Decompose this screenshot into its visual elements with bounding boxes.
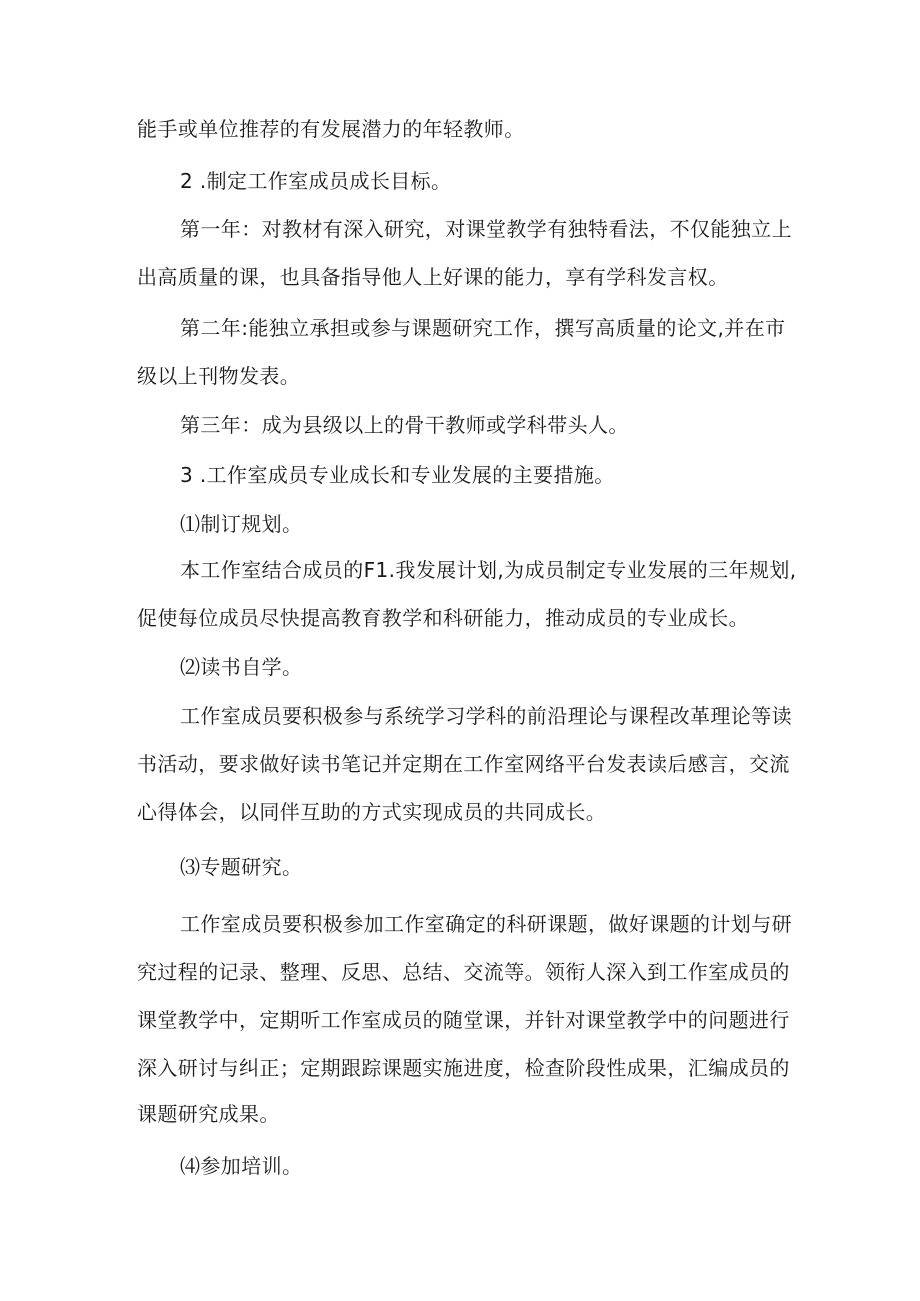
text-line: 3 .工作室成员专业成长和专业发展的主要措施。	[180, 463, 615, 487]
text-line: 课题研究成果。	[137, 1102, 280, 1126]
text-line: ⑷参加培训。	[180, 1154, 303, 1178]
text-line: 深入研讨与纠正；定期跟踪课题实施进度，检查阶段性成果，汇编成员的	[137, 1056, 790, 1080]
text-line: 第一年：对教材有深入研究，对课堂教学有独特看法，不仅能独立上	[180, 217, 792, 241]
text-line: 心得体会，以同伴互助的方式实现成员的共同成长。	[137, 800, 607, 824]
text-line: ⑴制订规划。	[180, 512, 303, 536]
text-line: 第三年：成为县级以上的骨干教师或学科带头人。	[180, 413, 629, 437]
text-line: ⑵读书自学。	[180, 655, 303, 679]
text-line: 书活动，要求做好读书笔记并定期在工作室网络平台发表读后感言，交流	[137, 752, 790, 776]
text-line: 出高质量的课，也具备指导他人上好课的能力，享有学科发言权。	[137, 265, 729, 289]
text-line: 究过程的记录、整理、反思、总结、交流等。领衔人深入到工作室成员的	[137, 960, 790, 984]
text-line: 级以上刊物发表。	[137, 364, 301, 388]
text-line: 第二年:能独立承担或参与课题研究工作，撰写高质量的论文,并在市	[180, 316, 786, 340]
text-line: 2 .制定工作室成员成长目标。	[180, 169, 452, 193]
text-line: 能手或单位推荐的有发展潜力的年轻教师。	[137, 117, 525, 141]
text-line: ⑶专题研究。	[180, 855, 303, 879]
text-line: 促使每位成员尽快提高教育教学和科研能力，推动成员的专业成长。	[137, 606, 749, 630]
text-line: 本工作室结合成员的F1.我发展计划,为成员制定专业发展的三年规划,	[180, 558, 797, 582]
text-line: 工作室成员要积极参加工作室确定的科研课题，做好课题的计划与研	[180, 912, 792, 936]
text-line: 工作室成员要积极参与系统学习学科的前沿理论与课程改革理论等读	[180, 704, 792, 728]
text-line: 课堂教学中，定期听工作室成员的随堂课，并针对课堂教学中的问题进行	[137, 1008, 790, 1032]
